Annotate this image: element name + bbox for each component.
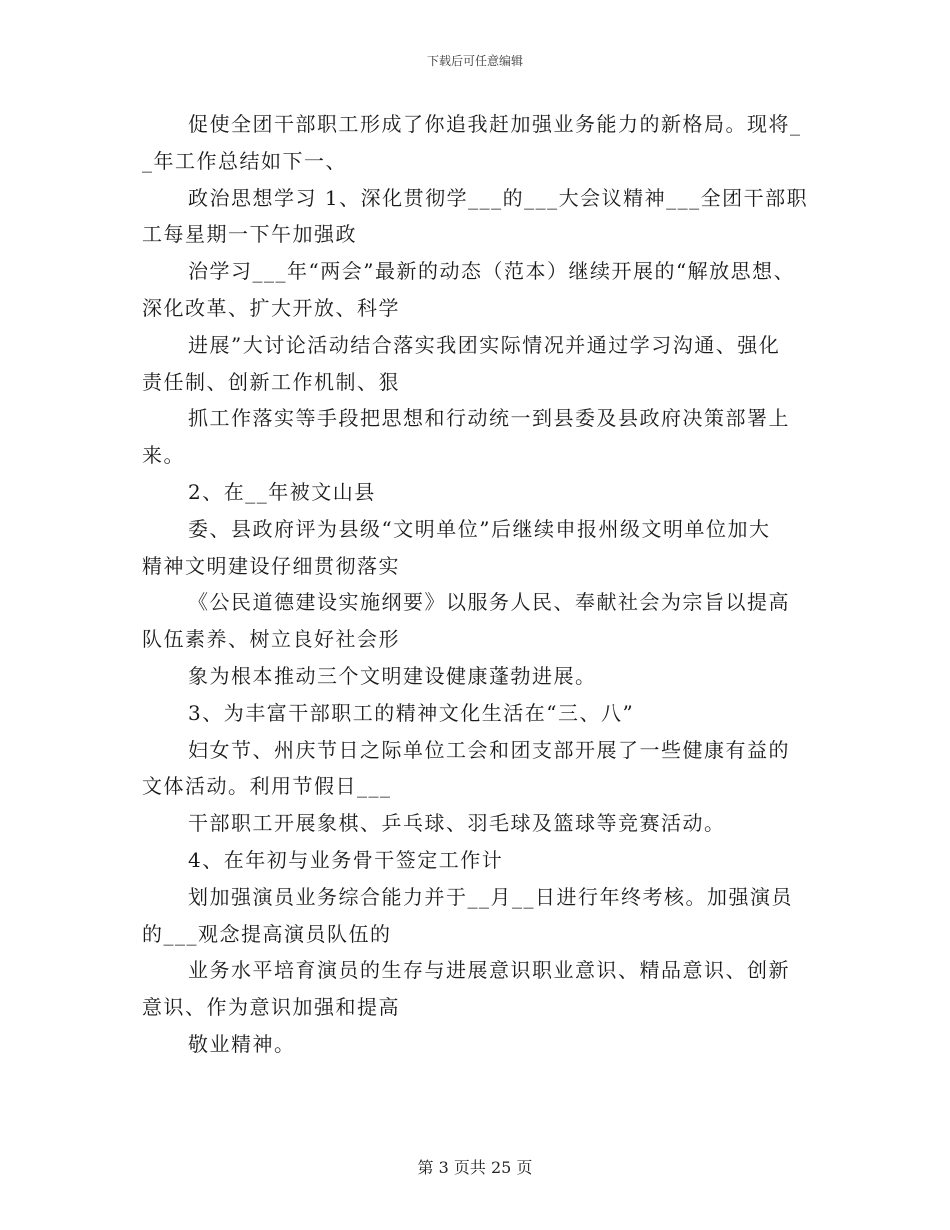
text-line: 划加强演员业务综合能力并于__月__日进行年终考核。加强演员 xyxy=(188,884,793,909)
text-line: 4、在年初与业务骨干签定工作计 xyxy=(188,847,504,872)
text-line: 精神文明建设仔细贯彻落实 xyxy=(142,553,400,578)
text-line: 政治思想学习 1、深化贯彻学___的___大会议精神___全团干部职 xyxy=(188,185,809,210)
page-number: 第 3 页共 25 页 xyxy=(417,1158,533,1177)
document-body xyxy=(142,106,812,1063)
text-line: 象为根本推动三个文明建设健康蓬勃进展。 xyxy=(188,663,597,688)
text-line: 队伍素养、树立良好社会形 xyxy=(142,627,400,652)
text-line: 促使全团干部职工形成了你追我赶加强业务能力的新格局。现将_ xyxy=(188,112,802,136)
text-line: 治学习___年“两会”最新的动态（范本）继续开展的“解放思想、 xyxy=(188,259,796,284)
text-line: 意识、作为意识加强和提高 xyxy=(142,995,400,1020)
text-line: 干部职工开展象棋、乒乓球、羽毛球及篮球等竞赛活动。 xyxy=(188,811,726,836)
text-line: 抓工作落实等手段把思想和行动统一到县委及县政府决策部署上 xyxy=(188,406,790,431)
text-line: 的___观念提高演员队伍的 xyxy=(142,921,392,946)
text-line: 3、为丰富干部职工的精神文化生活在“三、八” xyxy=(188,700,635,725)
text-line: 工每星期一下午加强政 xyxy=(142,222,357,247)
text-line: 业务水平培育演员的生存与进展意识职业意识、精品意识、创新 xyxy=(188,958,790,983)
text-line: 2、在__年被文山县 xyxy=(188,479,376,504)
text-line: 委、县政府评为县级“文明单位”后继续申报州级文明单位加大 xyxy=(188,516,771,541)
text-line: 深化改革、扩大开放、科学 xyxy=(142,295,400,320)
text-line: 妇女节、州庆节日之际单位工会和团支部开展了一些健康有益的 xyxy=(188,737,790,762)
text-line: 进展”大讨论活动结合落实我团实际情况并通过学习沟通、强化 xyxy=(188,332,781,357)
text-line: 责任制、创新工作机制、狠 xyxy=(142,369,400,394)
text-line: 敬业精神。 xyxy=(188,1031,296,1056)
text-line: 来。 xyxy=(142,443,185,468)
page-header: 下载后可任意编辑 xyxy=(426,54,523,68)
text-line: 文体活动。利用节假日___ xyxy=(142,774,392,799)
text-line: 《公民道德建设实施纲要》以服务人民、奉献社会为宗旨以提高 xyxy=(188,590,790,615)
text-line: _年工作总结如下一、 xyxy=(142,148,347,173)
